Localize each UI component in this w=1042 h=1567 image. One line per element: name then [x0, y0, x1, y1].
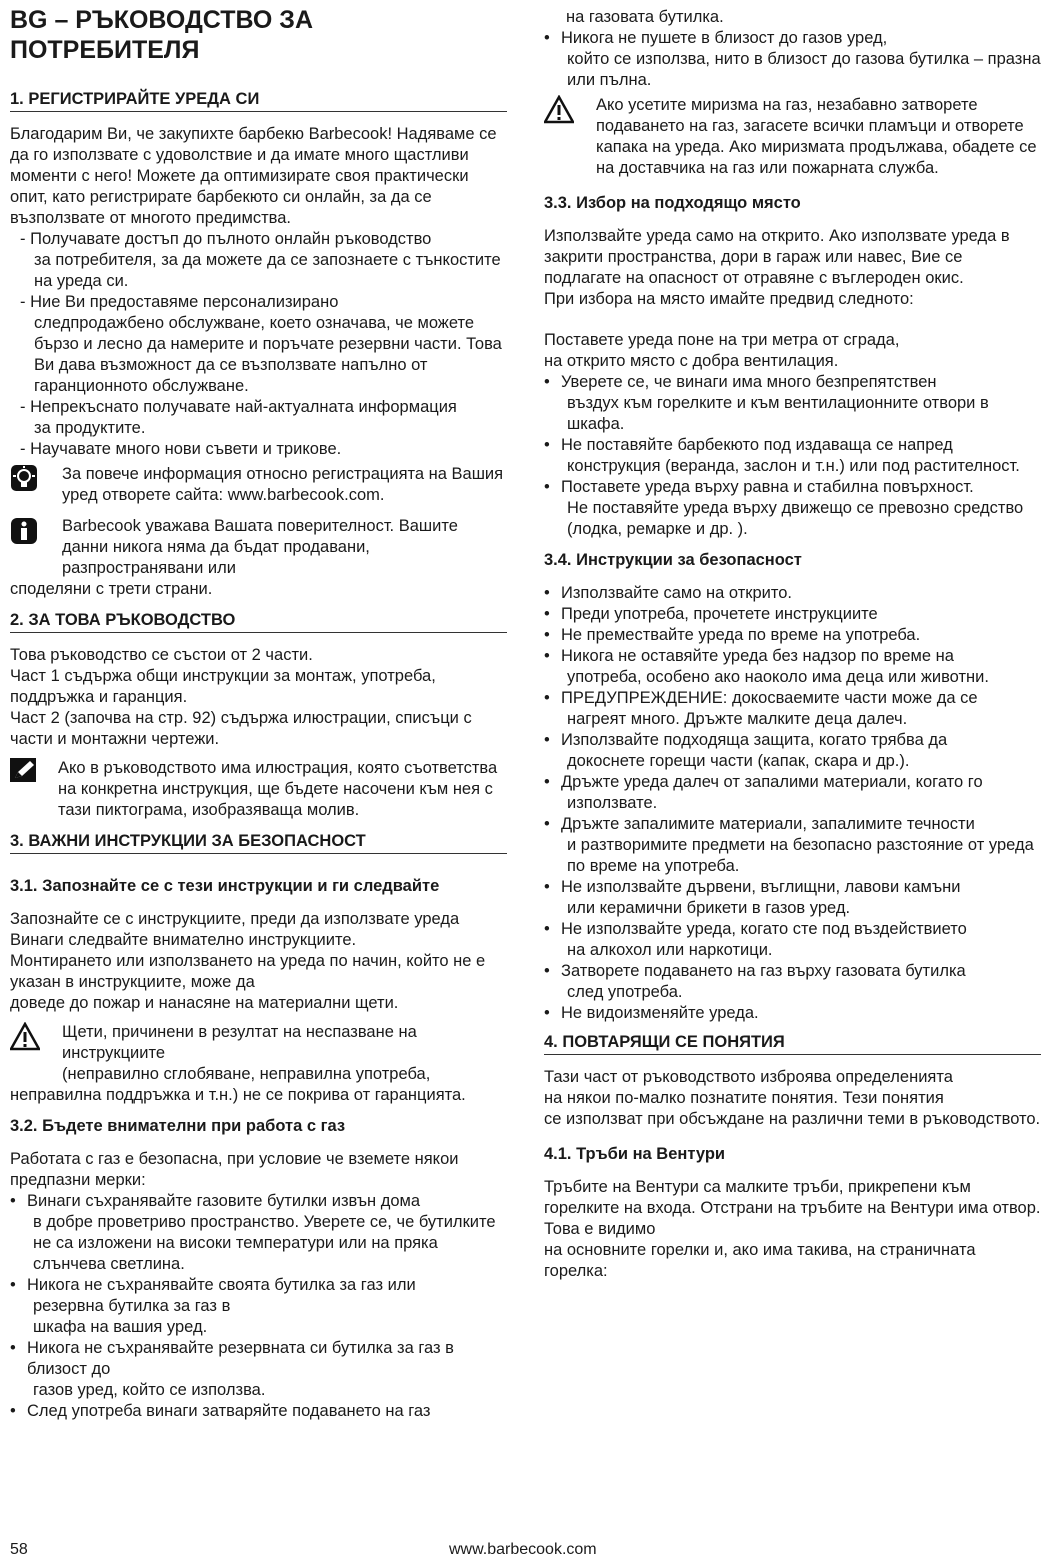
s34-bullet: • Не премествайте уреда по време на употреба.: [544, 626, 921, 644]
section-2-heading: 2. ЗА ТОВА РЪКОВОДСТВО: [10, 610, 507, 633]
s2-p2: Част 1 съдържа общи инструкции за монтаж, употреба, поддръжка и гаранция.: [10, 667, 436, 706]
s1-dash-2: - Ние Ви предоставяме персонализирано следпродажбено обслужване, което означава, че можете бързо и лесно да намерите и поръчате резервни части. Това Ви дава възможност да се възползвате напълно от гаранционното обслужване.: [20, 293, 502, 395]
s34-heading: 3.4. Инструкции за безопасност: [544, 551, 802, 569]
s33-bullet-2: • Не поставяйте барбекюто под издаваща се напред конструкция (веранда, заслон и т.н.) или под растителност.: [544, 436, 1020, 475]
s1-intro: Благодарим Ви, че закупихте барбекю Barbecook! Надяваме се да го използвате с удоволствие и да имате много щастливи моменти с него! Можете да оптимизирате своя практически опит, като регистрирате барбекюто си онлайн, за да се възползвате от многото предимства.: [10, 125, 497, 227]
s34-bullet: • ПРЕДУПРЕЖДЕНИЕ: докосваемите части може да се нагреят много. Дръжте малките деца далеч.: [544, 689, 978, 728]
s32-p1: Работата с газ е безопасна, при условие че вземете някои предпазни мерки:: [10, 1150, 459, 1189]
s34-bullet: • Дръжте запалимите материали, запалимите течности и разтворимите предмети на безопасно разстояние от уреда по време на употреба.: [544, 815, 1034, 875]
gas-smell-warning: Ако усетите миризма на газ, незабавно затворете подаването на газ, загасете всички пламъци и отворете капака на уреда. Ако миризмата продължава, обадете се на доставчика на газ или пожарната служба.: [544, 95, 1041, 179]
s32-bullet-5: • Никога не пушете в близост до газов уред, който се използва, нито в близост до газова бутилка – празна или пълна.: [544, 29, 1041, 89]
page-number: 58: [10, 1541, 28, 1558]
s34-bullet: • Преди употреба, прочетете инструкциите: [544, 605, 878, 623]
warning-icon: [10, 1022, 40, 1052]
s4-p2: на някои по-малко познатите понятия. Тези понятия: [544, 1089, 944, 1107]
tip-note: За повече информация относно регистрацията на Вашия уред отворете сайта: www.barbecook.com.: [10, 464, 507, 506]
s1-dash-1: - Получавате достъп до пълното онлайн ръководство за потребителя, за да можете да се запознаете с тънкостите на уреда си.: [20, 230, 501, 290]
s2-p1: Това ръководство се състои от 2 части.: [10, 646, 313, 664]
right-column: [544, 0, 1041, 1282]
lightbulb-icon: [10, 464, 40, 494]
s34-bullet: • Не използвайте уреда, когато сте под въздействието на алкохол или наркотици.: [544, 920, 967, 959]
s32-bullet-2: • Никога не съхранявайте своята бутилка за газ или резервна бутилка за газ в шкафа на вашия уред.: [10, 1276, 416, 1336]
s4-p1: Тази част от ръководството изброява определенията: [544, 1068, 953, 1086]
info-icon: [10, 516, 40, 546]
s33-p3: Поставете уреда поне на три метра от сграда,: [544, 331, 900, 349]
s34-bullet: • Дръжте уреда далеч от запалими материали, когато го използвате.: [544, 773, 983, 812]
s34-bullet: • Не използвайте дървени, въглищни, лавови камъни или керамични брикети в газов уред.: [544, 878, 961, 917]
s33-bullet-1: • Уверете се, че винаги има много безпрепятствен въздух към горелките и към вентилационните отвори в шкафа.: [544, 373, 989, 433]
s32-heading: 3.2. Бъдете внимателни при работа с газ: [10, 1117, 346, 1135]
s32-bullet-4-cont: на газовата бутилка.: [566, 8, 724, 26]
s34-bullet: • Не видоизменяйте уреда.: [544, 1004, 759, 1022]
footer-url: www.barbecook.com: [449, 1541, 597, 1558]
privacy-note: Barbecook уважава Вашата поверителност. Вашите данни никога няма да бъдат продавани, разпространявани или споделяни с трети страни.: [10, 517, 458, 598]
s33-p4: на открито място с добра вентилация.: [544, 352, 839, 370]
section-4-heading: 4. ПОВТАРЯЩИ СЕ ПОНЯТИЯ: [544, 1032, 1041, 1055]
s34-list: [544, 583, 1041, 1024]
s34-bullet: • Използвайте подходяща защита, когато трябва да докоснете горещи части (капак, скара и др.).: [544, 731, 948, 770]
s1-dash-3: - Непрекъснато получавате най-актуалната информация за продуктите.: [20, 398, 457, 437]
s4-p3: се използват при обсъждане на различни теми в ръководството.: [544, 1110, 1041, 1128]
left-column: [10, 0, 507, 1422]
s33-p1: Използвайте уреда само на открито. Ако използвате уреда в закрити пространства, дори в гараж или навес, Вие се подлагате на опасност от отравяне с въглероден окис.: [544, 227, 1010, 287]
s34-bullet: • Никога не оставяйте уреда без надзор по време на употреба, особено ако наоколо има деца или животни.: [544, 647, 989, 686]
pencil-icon: [10, 758, 40, 784]
pencil-note: Ако в ръководството има илюстрация, която съответства на конкретна инструкция, ще бъдете насочени към нея с тази пиктограма, изобразяваща молив.: [10, 758, 507, 821]
s41-heading: 4.1. Тръби на Вентури: [544, 1145, 726, 1163]
s31-p4: доведе до пожар и нанасяне на материални щети.: [10, 994, 399, 1012]
s32-bullet-3: • Никога не съхранявайте резервната си бутилка за газ в близост до газов уред, който се използва.: [10, 1339, 454, 1399]
s33-p2: При избора на място имайте предвид следното:: [544, 290, 914, 308]
page-title: BG – РЪКОВОДСТВО ЗА ПОТРЕБИТЕЛЯ: [10, 6, 314, 64]
s31-p1: Запознайте се с инструкциите, преди да използвате уреда: [10, 910, 460, 928]
warning-icon: [544, 95, 574, 125]
s31-p2: Винаги следвайте внимателно инструкциите.: [10, 931, 357, 949]
s33-bullet-3: • Поставете уреда върху равна и стабилна повърхност. Не поставяйте уреда върху движещо се превозно средство (лодка, ремарке и др. ).: [544, 478, 1024, 538]
s34-bullet: • Затворете подаването на газ върху газовата бутилка след употреба.: [544, 962, 966, 1001]
s32-bullet-1: • Винаги съхранявайте газовите бутилки извън дома в добре проветриво пространство. Уверете се, че бутилките не са изложени на високи температури или на пряка слънчева светлина.: [10, 1192, 496, 1273]
section-3-heading: 3. ВАЖНИ ИНСТРУКЦИИ ЗА БЕЗОПАСНОСТ: [10, 831, 507, 854]
s31-p3: Монтирането или използването на уреда по начин, който не е указан в инструкциите, може да: [10, 952, 486, 991]
s33-heading: 3.3. Избор на подходящо място: [544, 194, 801, 212]
s34-bullet: • Използвайте само на открито.: [544, 584, 792, 602]
s2-p3: Част 2 (започва на стр. 92) съдържа илюстрации, списъци с части и монтажни чертежи.: [10, 709, 472, 748]
s41-p1: Тръбите на Вентури са малките тръби, прикрепени към горелките на входа. Отстрани на тръбите на Вентури има отвор. Това е видимо: [544, 1178, 1041, 1238]
s41-p2: на основните горелки и, ако има такива, на страничната горелка:: [544, 1241, 976, 1280]
section-1-heading: 1. РЕГИСТРИРАЙТЕ УРЕДА СИ: [10, 89, 507, 112]
s1-dash-4: - Научавате много нови съвети и трикове.: [20, 440, 342, 458]
s31-heading: 3.1. Запознайте се с тези инструкции и ги следвайте: [10, 877, 440, 895]
damage-warning: Щети, причинени в резултат на неспазване на инструкциите (неправилно сглобяване, неправилна употреба, неправилна поддръжка и т.н.) не се покрива от гаранцията.: [10, 1023, 466, 1104]
s32-bullet-4: • След употреба винаги затваряйте подаването на газ: [10, 1402, 431, 1420]
